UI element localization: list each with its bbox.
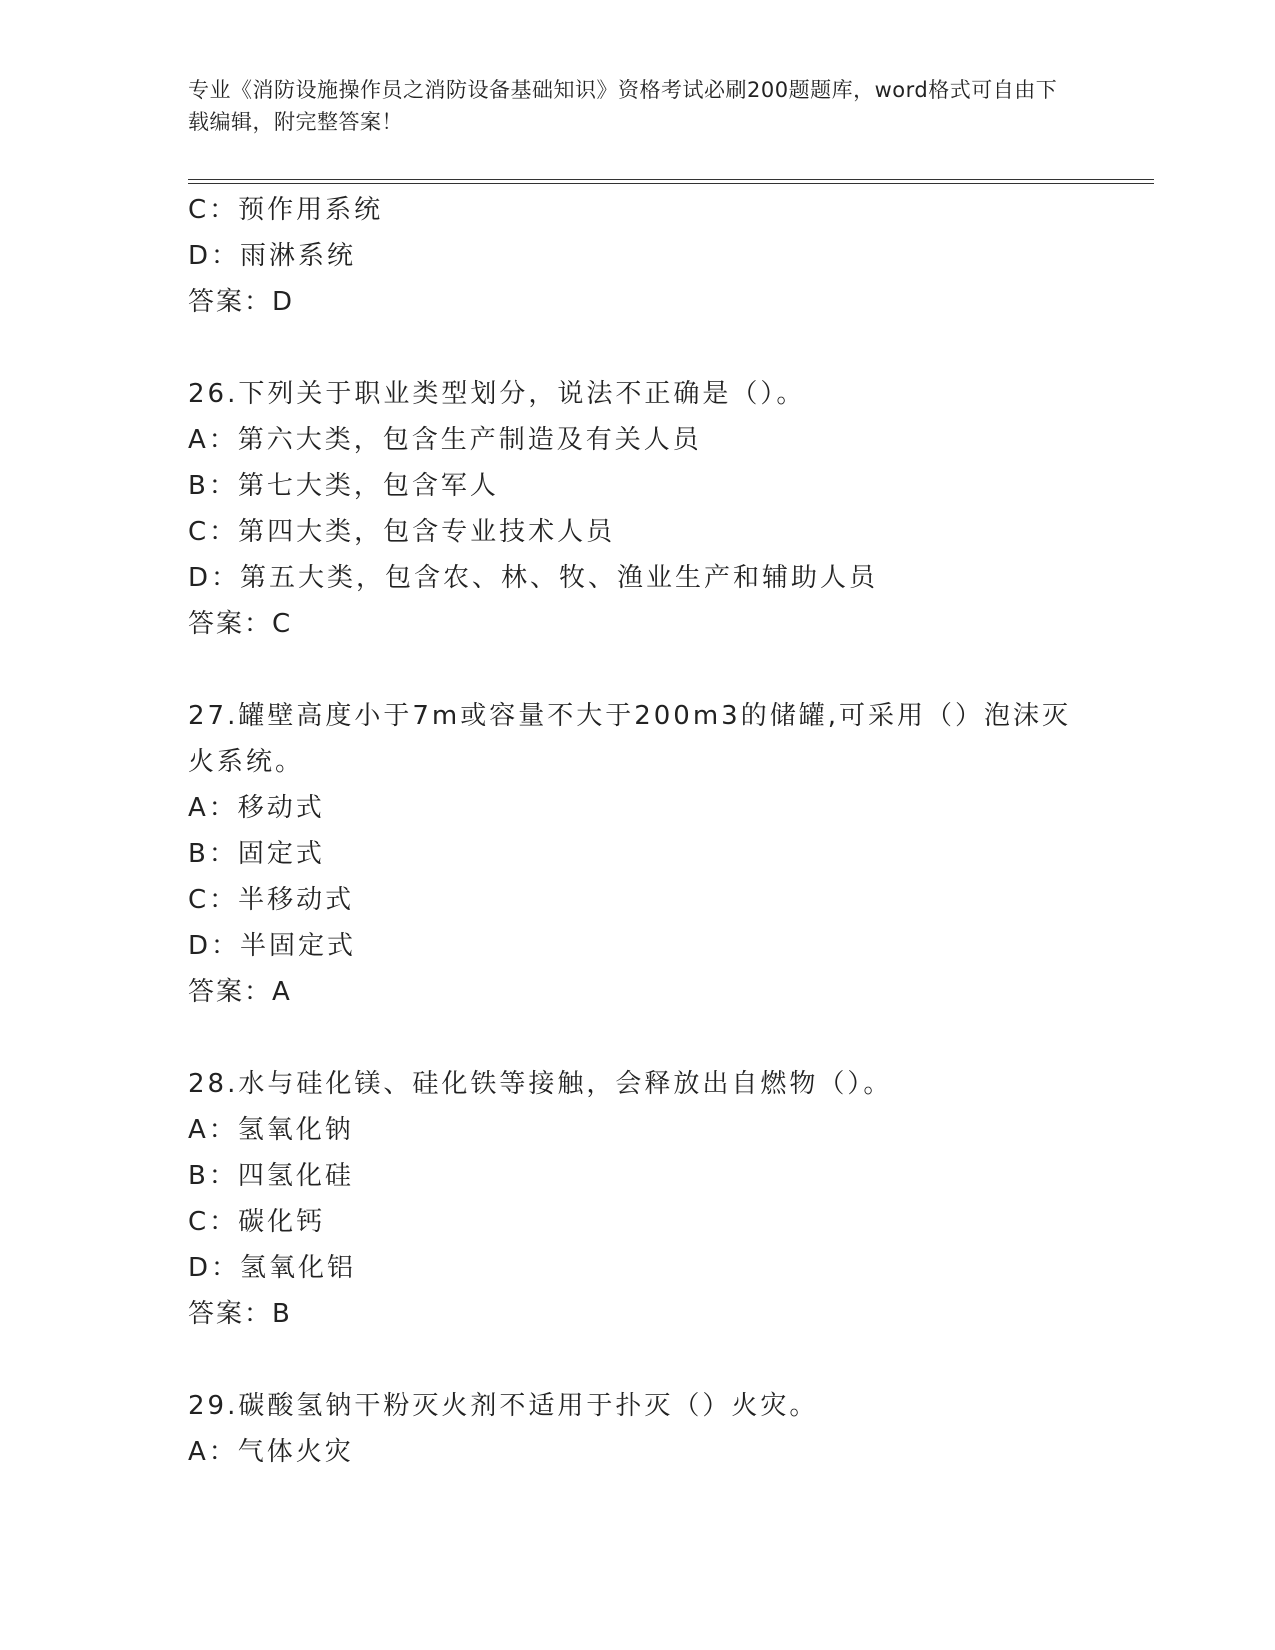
header-rule-bottom [188,183,1154,184]
option-c: C：第四大类，包含专业技术人员 [188,517,616,547]
answer-label: 答案： [188,1299,273,1329]
option-c: C：半移动式 [188,885,355,915]
option-d: D：第五大类，包含农、林、牧、渔业生产和辅助人员 [188,563,879,593]
answer-label: 答案： [188,609,273,639]
answer-value: C [272,609,292,639]
option-d: D：半固定式 [188,931,357,961]
option-b: B：固定式 [188,839,325,869]
option-d: D：氢氧化铝 [188,1253,357,1283]
option-c: C：碳化钙 [188,1207,326,1237]
question-27-text: 27.罐壁高度小于7m或容量不大于200m3的储罐,可采用（）泡沫灭火系统。 [188,701,1071,777]
option-c: C：预作用系统 [188,195,384,225]
option-a: A：气体火灾 [188,1437,354,1467]
question-list [188,187,1088,1475]
answer-line [188,601,1088,647]
header-rule-top [188,179,1154,180]
option-a: A：第六大类，包含生产制造及有关人员 [188,425,702,455]
option-d: D：雨淋系统 [188,241,357,271]
answer-value: D [272,287,294,317]
option-a: A：氢氧化钠 [188,1115,354,1145]
option-b: B：四氢化硅 [188,1161,354,1191]
answer-label: 答案： [188,977,273,1007]
option-b: B：第七大类，包含军人 [188,471,499,501]
answer-line [188,279,1088,325]
question-26-text: 26.下列关于职业类型划分，说法不正确是（）。 [188,379,806,409]
answer-value: B [272,1299,291,1329]
question-29-text: 29.碳酸氢钠干粉灭火剂不适用于扑灭（）火灾。 [188,1391,819,1421]
document-header: 专业《消防设施操作员之消防设备基础知识》资格考试必刷200题题库，word格式可自由下载编辑，附完整答案！ [188,78,1058,134]
question-28-text: 28.水与硅化镁、硅化铁等接触，会释放出自燃物（）。 [188,1069,893,1099]
answer-label: 答案： [188,287,273,317]
option-a: A：移动式 [188,793,325,823]
answer-value: A [272,977,291,1007]
answer-line [188,1291,1088,1337]
answer-line [188,969,1088,1015]
